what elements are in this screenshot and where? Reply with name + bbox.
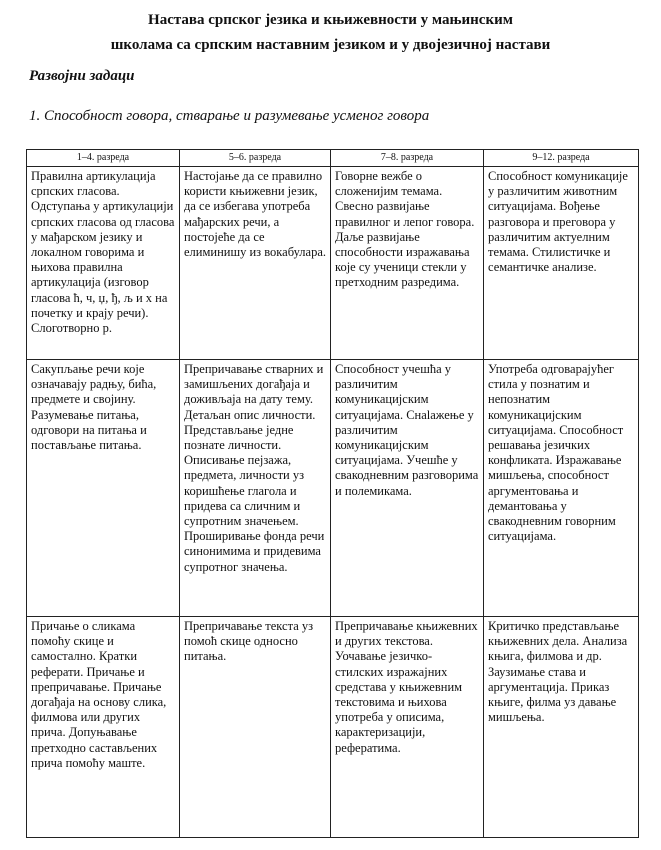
table-cell <box>27 167 180 360</box>
table-cell <box>331 360 484 617</box>
cell-text: Говорне вежбе о сложенијим темама. Свесно развијање правилног и лепог говора. Даље развијање способности изражавања које су ученици стекли у претходним разредима. <box>335 169 475 290</box>
curriculum-table <box>26 149 639 838</box>
cell-text: Способност комуникације у различитим животним ситуацијама. Вођење разговора и преговора у различитим актуелним темама. Стилистичке и семантичке анализе. <box>488 169 628 275</box>
subtitle: Развојни задаци <box>29 68 135 84</box>
table-cell <box>180 360 331 617</box>
section-heading: 1. Способност говора, стварање и разумевање усменог говора <box>29 108 430 124</box>
table-cell <box>27 360 180 617</box>
table-cell <box>484 167 639 360</box>
column-header: 7–8. разреда <box>331 150 484 167</box>
cell-text: Препричавање књижевних и других текстова. Уочавање језичко-стилских изражајних средстава у књижевним текстовима и њихова употреба у описима, карактеризацији, рефератима. <box>335 619 478 755</box>
cell-text: Препричавање стварних и замишљених догађаја и доживљаја на дату тему. Детаљан опис личности. Представљање једне познате личности. Описивање пејзажа, предмета, личности уз коришћење глагола и придева са сличним и супротним значењем. Проширивање фонда речи синонимима и придевима супротног значења. <box>184 362 325 574</box>
column-header: 5–6. разреда <box>180 150 331 167</box>
table-cell <box>331 617 484 838</box>
cell-text: Настојање да се правилно користи књижевни језик, да се избегава употреба мађарских речи, а постојеће да се елиминишу из вокабулара. <box>184 169 326 260</box>
cell-text: Причање о сликама помоћу скице и самостално. Кратки реферати. Причање и препричавање. Причање догађаја на основу слика, филмова или других прича. Допуњавање претходно састављених прича помоћу маште. <box>31 619 167 770</box>
table-cell <box>27 617 180 838</box>
cell-text: Критичко представљање књижевних дела. Анализа књига, филмова и др. Заузимање става и аргументација. Приказ књиге, филма уз давање мишљења. <box>488 619 628 725</box>
table-row <box>27 360 639 617</box>
table-cell <box>484 360 639 617</box>
cell-text: Употреба одговарајућег стила у познатим и непознатим комуникацијским ситуацијама. Способност решавања језичких конфликата. Изражавање мишљења, способност аргументовања и демантовања у свакодневним говорним ситуацијама. <box>488 362 624 544</box>
table-cell <box>331 167 484 360</box>
table-header-row <box>27 150 639 167</box>
table-row <box>27 617 639 838</box>
table-cell <box>180 617 331 838</box>
cell-text: Правилна артикулација српских гласова. Одступања у артикулацији српских гласова од гласова у мађарском језику и локалном говорима и њихова правилна артикулација (изговор гласова ћ, ч, џ, ђ, љ и х на почетку и крају речи). Слоготворно р. <box>31 169 175 336</box>
column-header: 9–12. разреда <box>484 150 639 167</box>
page-title-line-2: школама са српским наставним језиком и у двојезичној настави <box>110 37 551 53</box>
table-cell <box>484 617 639 838</box>
cell-text: Препричавање текста уз помоћ скице односно питања. <box>184 619 314 664</box>
cell-text: Сакупљање речи које означавају радњу, бића, предмете и својину. Разумевање питања, одговори на питања и постављање питања. <box>31 362 157 453</box>
cell-text: Способност учешћа у различитим комуникацијским ситуацијама. Снalaжење у различитим комуникацијским ситуацијама. Учешће у свакодневним разговорима и полемикама. <box>335 362 479 498</box>
page-title-line-1: Настава српског језика и књижевности у мањинским <box>148 12 513 28</box>
table-cell <box>180 167 331 360</box>
column-header: 1–4. разреда <box>27 150 180 167</box>
table-row <box>27 167 639 360</box>
